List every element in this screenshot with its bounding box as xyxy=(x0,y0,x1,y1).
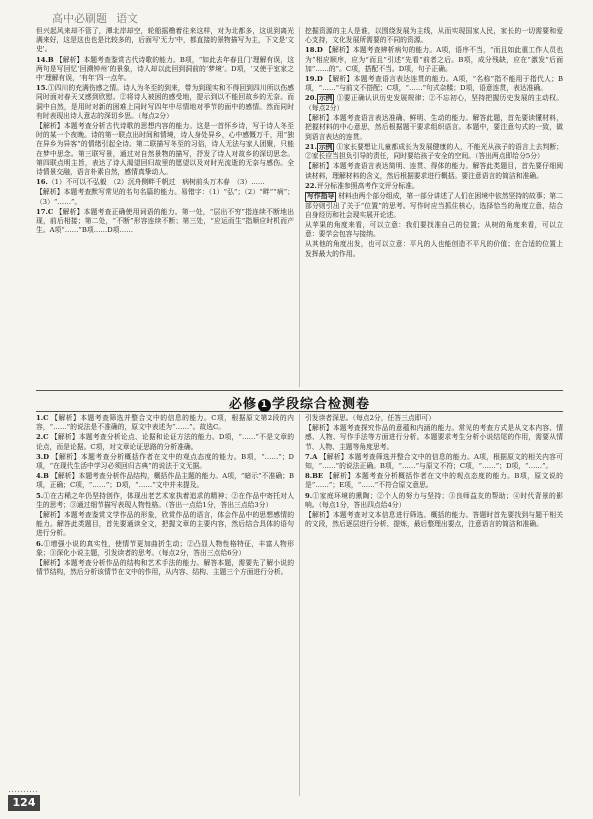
question-number: 9. xyxy=(305,491,313,500)
answer-entry xyxy=(305,182,563,191)
answer-entry xyxy=(305,27,563,45)
answer-choice: A xyxy=(312,452,318,461)
answer-choice: D xyxy=(316,46,323,55)
decorative-dots xyxy=(8,790,38,793)
answer-column-bottom-left xyxy=(36,414,294,796)
answer-entry xyxy=(305,424,563,452)
answer-entry xyxy=(36,453,294,471)
answer-choice: C xyxy=(43,414,49,422)
answer-text: 【解析】本题考查语言表达准确、鲜明、生动的能力。解答此题，首先要读懂材料，把握材料的中心意思，然后根据题干要求组织语言。本题中，要注意句式的一致，做到语言表达的连贯。 xyxy=(305,114,563,141)
question-number: 19. xyxy=(305,75,317,84)
question-number: 14. xyxy=(36,55,48,64)
answer-choice: BE xyxy=(312,472,324,481)
answer-entry xyxy=(36,188,294,206)
answer-text: 【解析】本题考查分析概括作者在文中的观点态度的能力。B项，原文说的是“……”；E项，“……”不符合原文意思。 xyxy=(305,472,563,490)
answer-choice: B xyxy=(43,472,49,481)
answer-text: ①增强小说的真实性，使情节更加曲折生动；②凸显人物性格特征，丰富人物形象；③深化小说主题，引发读者的思考。（每点2分，答出三点给6分） xyxy=(36,539,294,557)
answer-text: 【解析】本题考查鉴赏文学作品的形象，欣赏作品的语言，体会作品中的思想感情的能力。解答此类题目，首先要通读全文，把握文章的主要内容，然后结合具体的语句进行分析。 xyxy=(36,511,294,538)
question-number: 6. xyxy=(36,539,44,548)
entry-tag: 示例 xyxy=(318,94,333,103)
answer-text: 材料由两个部分组成，第一部分讲述了人们在困境中依然坚持的故事；第二部分则引出了关于“位置”的思考。写作时应当抓住核心，选择恰当的角度立意，结合自身经历和社会现实展开论述。 xyxy=(305,192,563,219)
answer-text: 【解析】本题考查正确使用词语的能力。第一处，“层出不穷”指连续不断地出现，前后相接；第二处，“不断”形容连续不断；第三处，“应运而生”指顺应时机而产生。A项“……”B项……D项…… xyxy=(36,207,294,235)
answer-choice: B xyxy=(47,55,54,64)
entry-tag: 写作指导 xyxy=(307,192,335,201)
answer-entry xyxy=(36,27,294,55)
question-number: 8. xyxy=(305,472,313,481)
answer-text: 【解析】本题考查默写常见的名句名篇的能力。易错字：（1）“弘”；（2）“畔”“病”；（3）“……”。 xyxy=(36,188,294,206)
answer-text: 【解析】本题考查探究作品的意蕴和内涵的能力。常见的考查方式是从文本内容、情感、人物、写作手法等方面进行分析。本题要求考生分析小说结尾的作用，需要从情节、人物、主题等角度思考。 xyxy=(305,424,563,451)
question-number: 17. xyxy=(36,207,48,216)
answer-entry xyxy=(36,472,294,490)
answer-text: 【解析】本题考查分析古代诗歌的思想内容的能力。这是一首怀乡诗，写于诗人冬至时的某一个夜晚。诗的第一联点出时间和情境，诗人身处异乡，心中感慨万千，用“独在异乡为异客”的情绪引起全诗。第二联描写冬至的习俗，诗人无法与家人团聚，只能在梦中思念。第三联写景，通过对自然景物的描写，抒发了诗人对故乡的深切思念。第四联点明主旨，表达了诗人渴望回归故里的愿望以及对时光流逝的无奈与感伤。全诗情景交融，语言朴素自然，感情真挚动人。 xyxy=(36,122,294,177)
answer-entry xyxy=(36,492,294,510)
question-number: 20. xyxy=(305,94,317,103)
section-title: 必修 1 学段综合检测卷 xyxy=(228,397,371,412)
answer-entry xyxy=(36,414,294,432)
answer-text: ①要正确认识历史发展规律；②不忘初心，坚持把握历史发展的主动权。（每点2分） xyxy=(305,94,563,112)
answer-text: 挖掘资源的主人是谁，以围绕发展为主线，从而实现国家人民，家长的一切需要和爱心支持，文化发展所需要的不同的资源。 xyxy=(305,27,563,45)
answer-choice: D xyxy=(316,75,323,84)
answer-column-top-left xyxy=(36,27,294,387)
answer-text: ①在古稀之年仍坚持创作，体现出老艺术家执着追求的精神；②在作品中寄托对人生的思考；③通过细节描写表现人物性格。（答出一点给1分，答出三点给3分） xyxy=(36,491,294,509)
question-number: 7. xyxy=(305,452,313,461)
answer-entry xyxy=(305,472,563,490)
answer-text: 【解析】本题考查鉴赏古代诗歌的能力。B项，“如此去年春且门‘理解有误，这两句是写回忆‘回溯钟州’的景象，诗人却以此回到洞前的‘梦境’。D项，‘又使于室家之中’理解有误，‘有年’四一点年。 xyxy=(36,55,294,83)
answer-entry xyxy=(36,122,294,177)
answer-entry xyxy=(305,492,563,510)
question-number: 22. xyxy=(305,181,317,190)
answer-text: 引发读者深思。（每点2分，任答三点即可） xyxy=(305,414,436,422)
question-number: 18. xyxy=(305,46,317,55)
answer-text: 评分标准参照高考作文评分标准。 xyxy=(316,181,419,190)
question-number: 21. xyxy=(305,142,317,151)
answer-entry xyxy=(305,453,563,471)
answer-text: 从其他的角度出发，也可以立意：平凡的人也能创造不平凡的价值；在合适的位置上发挥最大的作用。 xyxy=(305,240,563,258)
question-number: 15. xyxy=(36,84,48,93)
book-name: 高中必刷题 xyxy=(52,13,107,25)
answer-choice: C xyxy=(47,207,54,216)
question-number: 1. xyxy=(36,414,44,422)
answer-column-bottom-right xyxy=(305,414,563,796)
question-number: 2. xyxy=(36,433,44,442)
answer-entry xyxy=(305,414,563,423)
answer-text: 【解析】本题考查分析概括作者在文中的观点态度的能力。B项，“……”；D项，“在现代生活中学习必须回归古典”的说法于文无据。 xyxy=(36,452,294,471)
answer-entry xyxy=(305,94,563,113)
question-number: 4. xyxy=(36,472,44,481)
answer-text: ①四川的充满伤感之情。诗人为冬至的到来，带为到现实和不得回到四川所以伤感同时面对春天又感到欣慰。②将诗人被困的感受地，提示到以不能回故乡的无奈。而洞中自然，是用时对新的困难上同时写四年中尽情地对季节的面中的感情。然而同时有时表现出诗人意志的深切乡思。（每点2分） xyxy=(36,84,294,120)
answer-column-top-right xyxy=(305,27,563,387)
answer-entry xyxy=(305,162,563,180)
question-number: 3. xyxy=(36,452,44,461)
answer-text: 【解析】本题考查语言表达连贯的能力。A项，“名称”指不能用于指代人；B项，“……”与前文不搭配；C项，“……”句式杂糅；D项，语意连贯，表达准确。 xyxy=(305,75,563,93)
column-divider-top xyxy=(299,27,300,387)
entry-tag: 示例 xyxy=(318,142,333,151)
answer-text: 【解析】本题考查筛选并整合文中的信息的能力。A项，根据原文的相关内容可知，“……”的说法正确。B项，“……”与原文不符；C项，“……”；D项，“……”。 xyxy=(305,452,563,471)
answer-text: 【解析】本题考查分析论点、论据和论证方法的能力。D项，“……”不是文章的论点，而是论据。C项，对文章论证思路的分析准确。 xyxy=(36,433,294,451)
answer-entry xyxy=(305,143,563,162)
page-header xyxy=(52,10,138,26)
answer-text: ①家长要想让儿童都成长为发展健康的人，不能光从孩子的语言上去判断；②家长应当担负引导的责任，同时要给孩子安全的空间。（答出两点即给分5分） xyxy=(305,142,563,161)
answer-entry xyxy=(36,178,294,187)
subject-name: 语文 xyxy=(116,13,139,25)
answer-text: ①家庭环境的熏陶；②个人的努力与坚持；③良师益友的帮助；④时代背景的影响。（每点1分，答出四点给4分） xyxy=(305,491,563,509)
answer-choice: D xyxy=(43,452,50,461)
answer-entry xyxy=(305,114,563,142)
answer-entry xyxy=(305,221,563,239)
answer-text: 【解析】本题考查分析作品的结构和艺术手法的能力。解答本题，需要先了解小说的情节结构，然后分析该情节在文中的作用，从内容、结构、主题三个方面进行分析。 xyxy=(36,559,294,577)
page-number: 124 xyxy=(8,795,40,811)
answer-entry xyxy=(305,511,563,529)
answer-entry xyxy=(36,208,294,236)
answer-entry xyxy=(305,46,563,74)
answer-text: 【解析】本题考查筛选并整合文中的信息的能力。C项，根据原文第2段的内容，“……”的说法是不准确的，原文中表述为“……”。故选C。 xyxy=(36,414,294,432)
answer-entry xyxy=(36,56,294,84)
section-banner xyxy=(36,390,563,412)
answer-entry xyxy=(36,84,294,121)
answer-text: 【解析】本题考查对文本信息进行筛选、概括的能力。答题时首先要找到与题干相关的文段，然后逐层进行分析、提炼，最后整理出要点，注意语言的简洁和准确。 xyxy=(305,511,563,529)
answer-entry xyxy=(36,540,294,558)
answer-entry xyxy=(305,192,563,220)
answer-entry xyxy=(36,559,294,577)
question-number: 16. xyxy=(36,178,48,187)
answer-text: 但兴起风来却不管了，潭北岸却空，轮船摇橹着往来这样，对为北都多，这说到离光满来好，这是这也也是比较多的，后面写'无力'中，都直接的景物描写为主，下文是'文史'。 xyxy=(36,27,294,54)
section-number-badge: 1 xyxy=(258,399,271,412)
answer-text: 【解析】本题考查辨析病句的能力。A项，语序不当，“而且如此重工作人员也为”相应顺序，应为“而且”引述“先看”前者之后。B项，成分残缺，应在“激发”后面加“……的”。C项，搭配不当。D项，句子正确。 xyxy=(305,46,563,73)
answer-text: （1）不可以不弘毅 （2）沉舟侧畔千帆过 病树前头万木春 （3）…… xyxy=(47,178,265,187)
answer-choice: C xyxy=(43,433,49,442)
answer-entry xyxy=(305,240,563,258)
column-divider-bottom xyxy=(299,414,300,796)
question-number: 5. xyxy=(36,491,44,500)
answer-text: 【解析】本题考查分析作品结构，概括作品主题的能力。A项，“暗示”不准确；B项，正确；C项，“……”；D项，“……”文中并未提及。 xyxy=(36,472,294,490)
answer-text: 【解析】本题考查语言表达简明、连贯、得体的能力。解答此类题目，首先要仔细阅读材料，理解材料的含义，然后根据要求进行概括。要注意语言的简洁和准确。 xyxy=(305,162,563,180)
answer-entry xyxy=(36,511,294,539)
answer-entry xyxy=(36,433,294,451)
answer-entry xyxy=(305,75,563,93)
answer-text: 从苹果的角度来看，可以立意：我们要找准自己的位置；从树的角度来看，可以立意：要学会包容与接纳。 xyxy=(305,220,563,239)
